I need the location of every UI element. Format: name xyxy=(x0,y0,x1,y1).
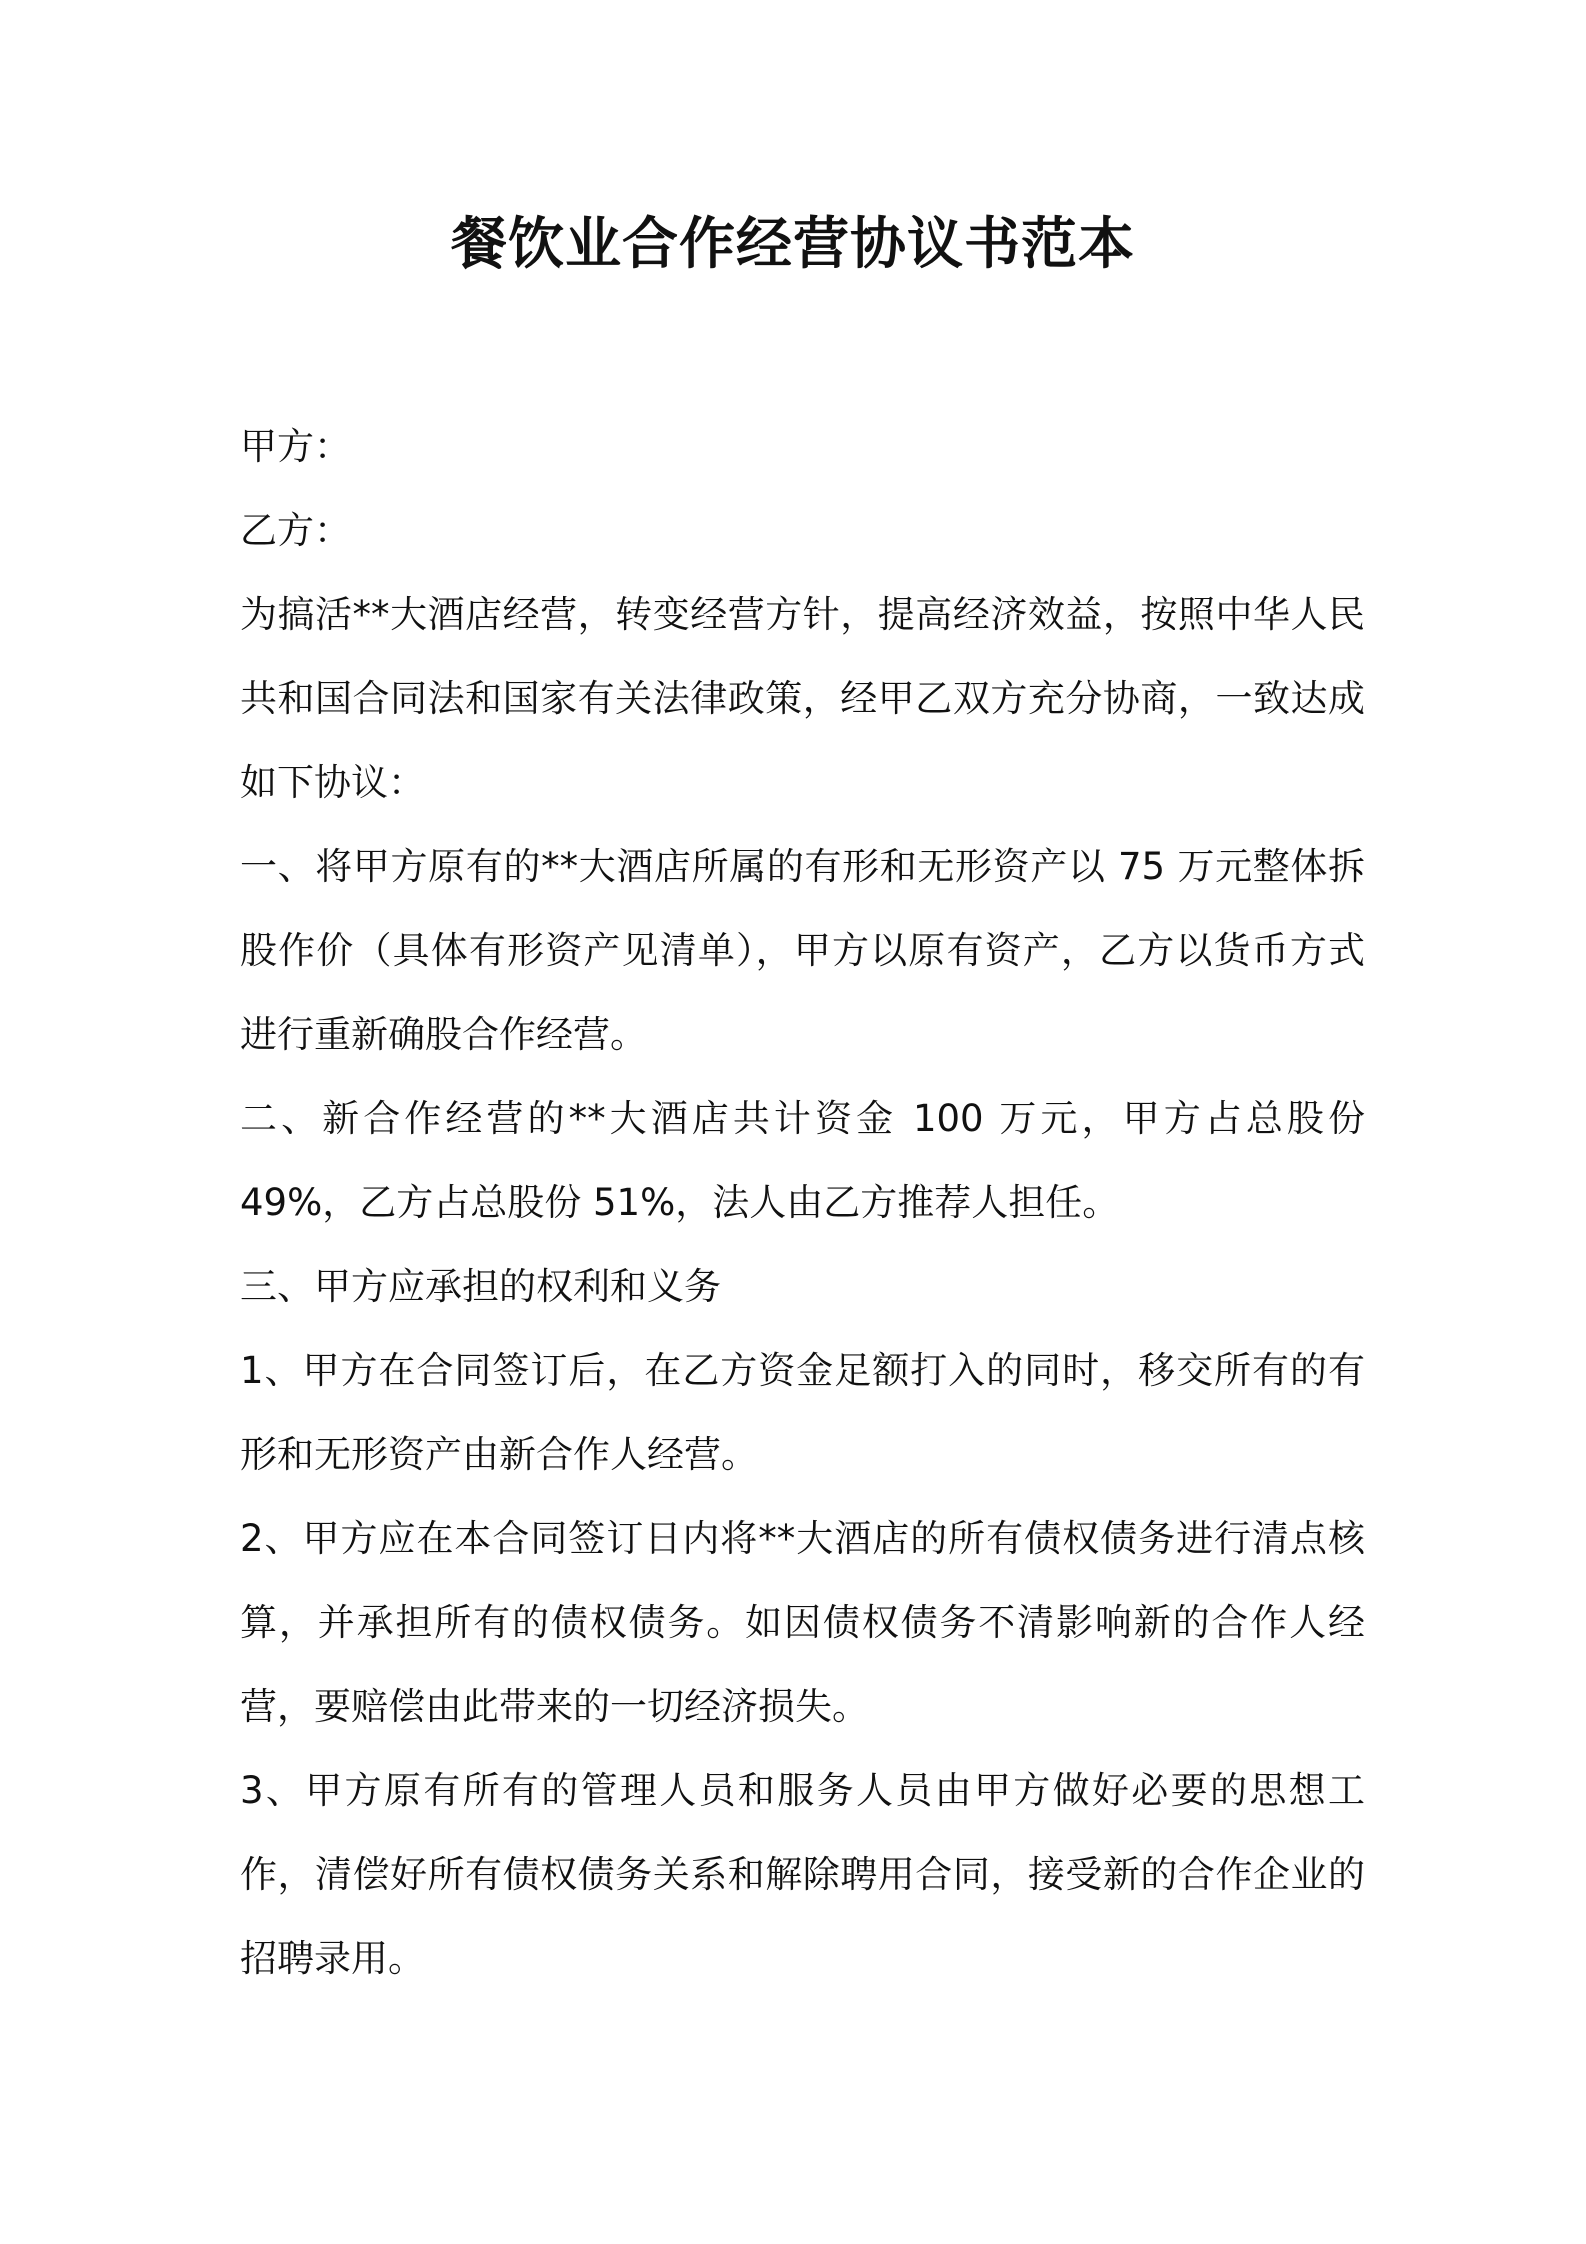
clause-1-paragraph: 一、将甲方原有的**大酒店所属的有形和无形资产以 75 万元整体拆股作价（具体有形资产见清单），甲方以原有资产，乙方以货币方式进行重新确股合作经营。 xyxy=(240,845,1365,1056)
clause-3-item-3: 3、甲方原有所有的管理人员和服务人员由甲方做好必要的思想工作，清偿好所有债权债务关系和解除聘用合同，接受新的合作企业的招聘录用。 xyxy=(240,1769,1365,1980)
document-title: 餐饮业合作经营协议书范本 xyxy=(451,212,1135,277)
document-body xyxy=(240,405,1365,2001)
clause-2-paragraph: 二、新合作经营的**大酒店共计资金 100 万元，甲方占总股份 49%，乙方占总股份 51%，法人由乙方推荐人担任。 xyxy=(240,1097,1365,1224)
party-b-line: 乙方： xyxy=(240,509,351,552)
party-a-line: 甲方： xyxy=(240,425,351,468)
clause-3-heading: 三、甲方应承担的权利和义务 xyxy=(240,1265,721,1308)
clause-3-item-1: 1、甲方在合同签订后，在乙方资金足额打入的同时，移交所有的有形和无形资产由新合作人经营。 xyxy=(240,1349,1365,1476)
preamble-paragraph: 为搞活**大酒店经营，转变经营方针，提高经济效益，按照中华人民共和国合同法和国家有关法律政策，经甲乙双方充分协商，一致达成如下协议： xyxy=(240,593,1365,804)
clause-3-item-2: 2、甲方应在本合同签订日内将**大酒店的所有债权债务进行清点核算，并承担所有的债权债务。如因债权债务不清影响新的合作人经营，要赔偿由此带来的一切经济损失。 xyxy=(240,1517,1365,1728)
